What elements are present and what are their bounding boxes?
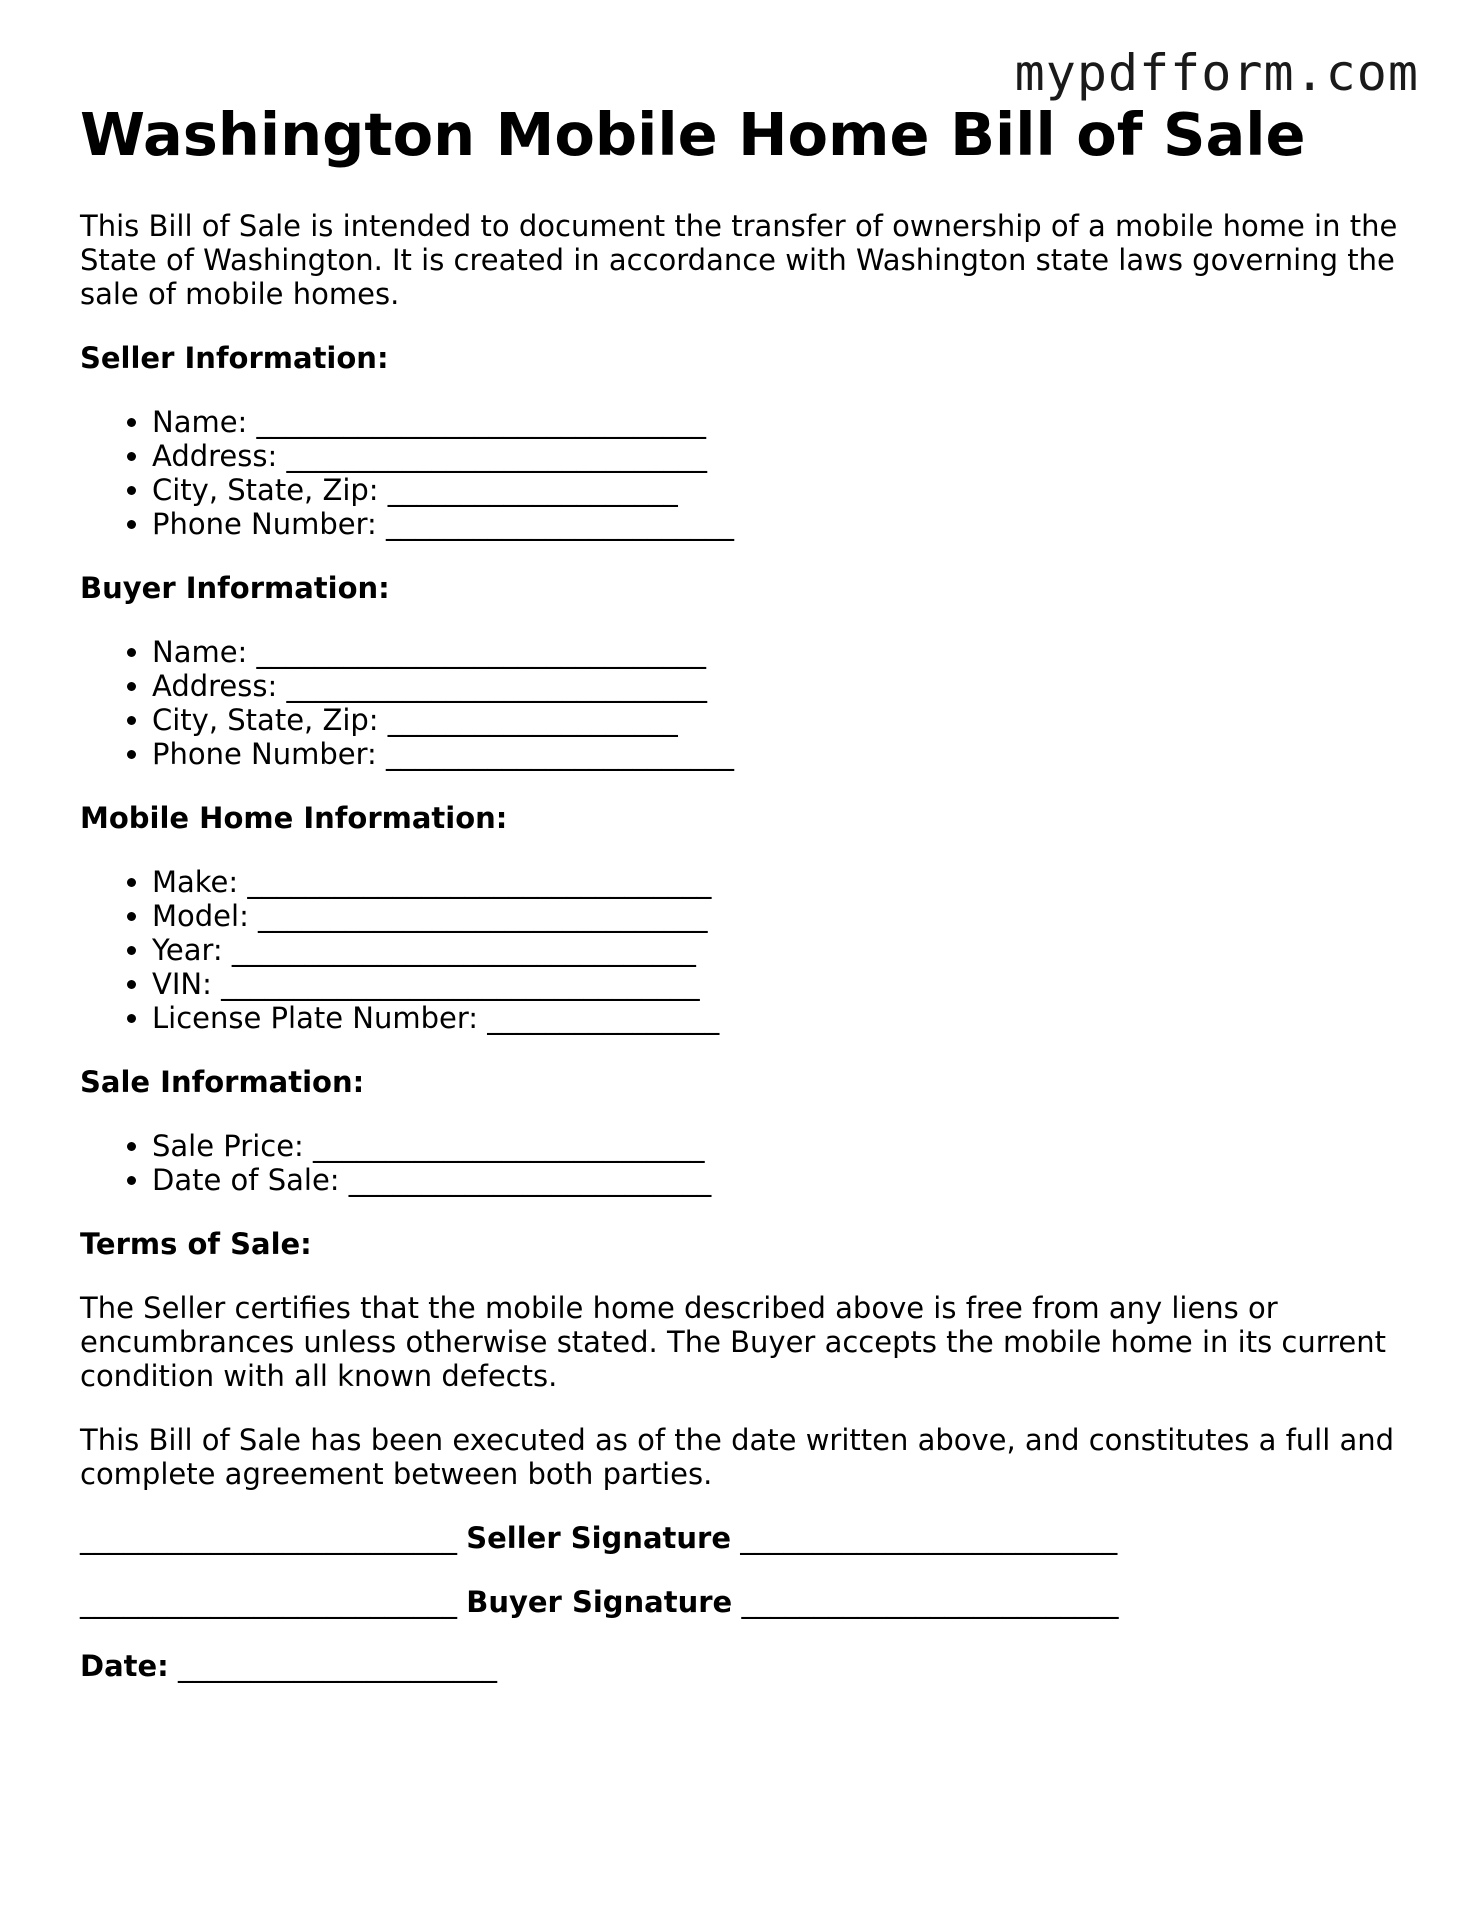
- license-plate-field: • License Plate Number: ________________: [152, 1001, 1400, 1035]
- buyer-heading: Buyer Information:: [80, 570, 390, 605]
- buyer-name-field: • Name: _______________________________: [152, 635, 1400, 669]
- sale-price-field: • Sale Price: ___________________________: [152, 1129, 1400, 1163]
- seller-city-state-zip-field: • City, State, Zip: ____________________: [152, 473, 1400, 507]
- terms-paragraph: The Seller certifies that the mobile home described above is free from any liens or encumbrances unless otherwise stated. The Buyer accepts the mobile home in its current condition with all known defects.: [80, 1290, 1387, 1393]
- buyer-address-field: • Address: _____________________________: [152, 669, 1400, 703]
- buyer-phone-field: • Phone Number: ________________________: [152, 737, 1400, 771]
- execution-paragraph: This Bill of Sale has been executed as of the date written above, and constitutes a full and complete agreement between both parties.: [80, 1422, 1395, 1491]
- mobile-home-fields: [80, 865, 1400, 1035]
- buyer-fields: [80, 635, 1400, 771]
- date-label: Date:: [80, 1648, 169, 1683]
- date-blank: ______________________: [178, 1648, 497, 1683]
- document-page: [80, 100, 1400, 1713]
- buyer-city-state-zip-field: • City, State, Zip: ____________________: [152, 703, 1400, 737]
- make-field: • Make: ________________________________: [152, 865, 1400, 899]
- sale-fields: [80, 1129, 1400, 1197]
- seller-signature-blank-right: __________________________: [740, 1520, 1118, 1555]
- buyer-signature-line: [80, 1585, 1400, 1619]
- seller-heading: Seller Information:: [80, 340, 389, 375]
- seller-phone-field: • Phone Number: ________________________: [152, 507, 1400, 541]
- seller-fields: [80, 405, 1400, 541]
- buyer-signature-label: Buyer Signature: [466, 1584, 733, 1619]
- seller-name-field: • Name: _______________________________: [152, 405, 1400, 439]
- seller-signature-line: [80, 1521, 1400, 1555]
- vin-field: • VIN: _________________________________: [152, 967, 1400, 1001]
- date-line: [80, 1649, 1400, 1683]
- buyer-signature-blank-right: __________________________: [741, 1584, 1119, 1619]
- terms-heading: Terms of Sale:: [80, 1226, 312, 1261]
- seller-address-field: • Address: _____________________________: [152, 439, 1400, 473]
- page-title: Washington Mobile Home Bill of Sale: [80, 100, 1306, 169]
- date-of-sale-field: • Date of Sale: _________________________: [152, 1163, 1400, 1197]
- intro-paragraph: This Bill of Sale is intended to document the transfer of ownership of a mobile home in the State of Washington. It is created in accordance with Washington state laws governing the sale of mobile homes.: [80, 208, 1398, 311]
- model-field: • Model: _______________________________: [152, 899, 1400, 933]
- buyer-signature-blank-left: __________________________: [80, 1584, 457, 1619]
- year-field: • Year: ________________________________: [152, 933, 1400, 967]
- watermark: mypdfform.com: [1014, 44, 1419, 102]
- mobile-home-heading: Mobile Home Information:: [80, 800, 508, 835]
- seller-signature-label: Seller Signature: [466, 1520, 731, 1555]
- seller-signature-blank-left: __________________________: [80, 1520, 457, 1555]
- sale-heading: Sale Information:: [80, 1064, 365, 1099]
